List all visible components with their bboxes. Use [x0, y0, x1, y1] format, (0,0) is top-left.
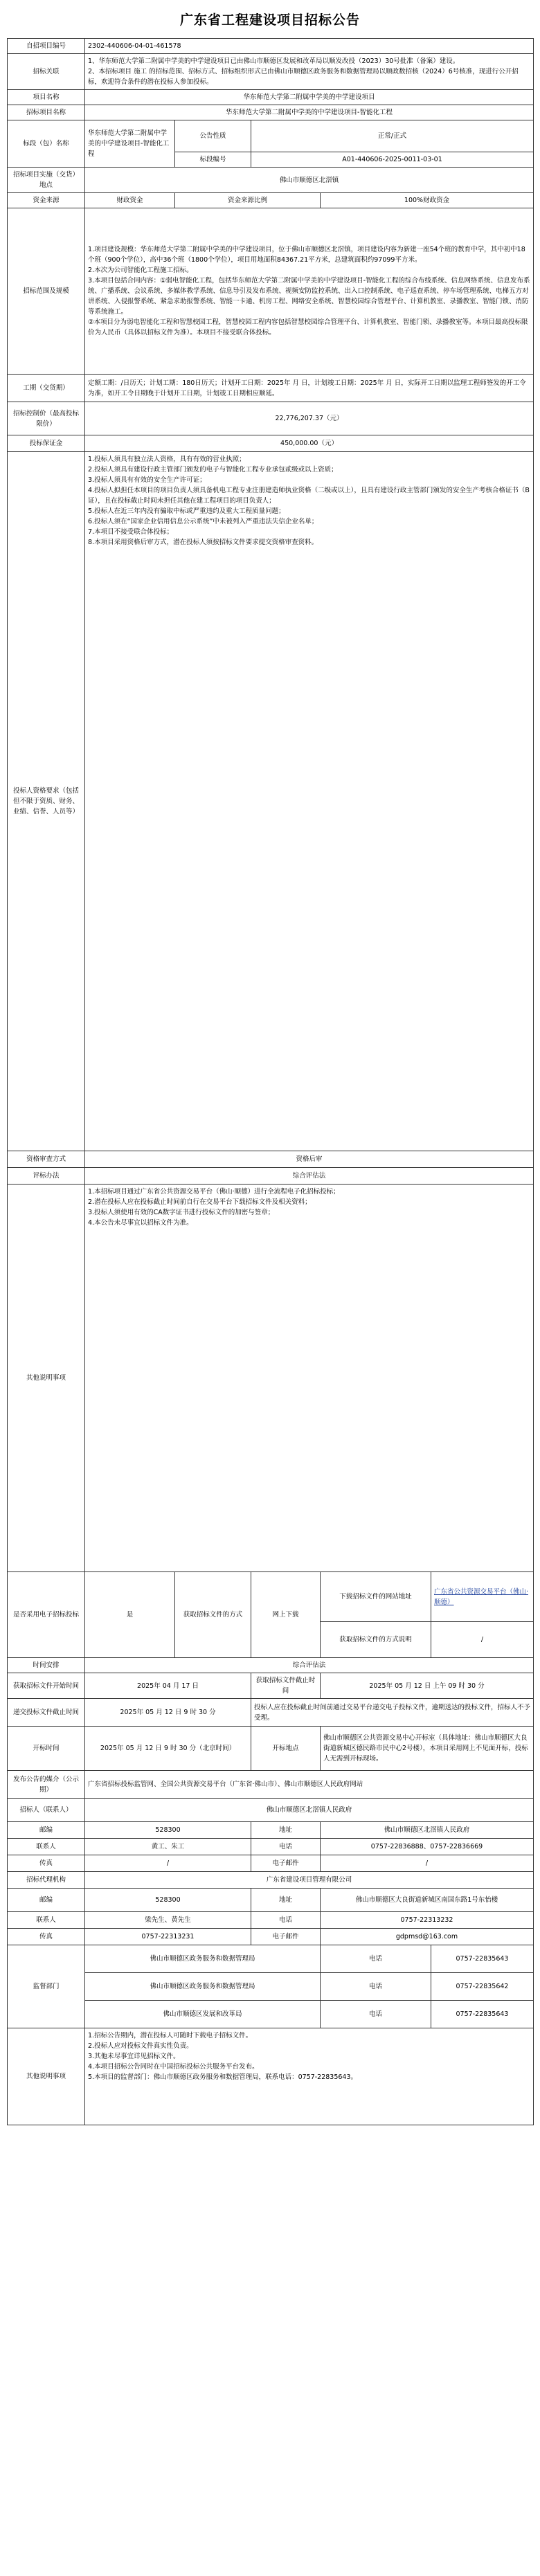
duration: 定额工期：/日历天；计划工期：180日历天；计划开工日期：2025年 月 日，计划竣工日期：2025年 月 日，实际开工日期以监理工程师签发的开工令为准，如开工令日期晚于计划开工日期，计划竣工日期相应顺延。 — [85, 375, 534, 402]
submit-note: 投标人应在投标截止时间前通过交易平台递交电子投标文件，逾期送达的投标文件，招标人不予受理。 — [251, 1699, 534, 1727]
media-label: 发布公告的媒介（公示期） — [8, 1771, 85, 1799]
dl-label: 下载招标文件的网站地址 — [321, 1572, 431, 1622]
time-title: 综合评估法 — [85, 1658, 534, 1673]
project-name-label: 项目名称 — [8, 90, 85, 105]
qual-text: 1.投标人须具有独立法人资格，具有有效的营业执照； 2.投标人须具有建设行政主管部门颁发的电子与智能化工程专业承包贰级或以上资质； 3.投标人须具有有效的安全生产许可证； 4.投标人拟担任本项目的项目负责人须具备机电工程专业注册建造师执业资格（二级或以上），且具有建设行政主管部门颁发的安全生产考核合格证书（B证），且在投标截止时间未担任其他在建工程项目的项目负责人； 5.投标人在近三年内没有骗取中标或严重违约及重大工程质量问题； 6.投标人须在“国家企业信用信息公示系统”中未被列入严重违法失信企业名单； 7.本项目不接受联合体投标； 8.本项目采用资格后审方式，潜在投标人须按招标文件要求提交资格审查资料。 — [85, 452, 534, 1151]
agency-fax: 0757-22313231 — [85, 1929, 251, 1945]
supervise-label: 监督部门 — [8, 1945, 85, 2028]
review: 资格后审 — [85, 1151, 534, 1168]
agency-fax-label: 传真 — [8, 1929, 85, 1945]
open-place: 佛山市顺德区公共资源交易中心开标室（具体地址：佛山市顺德区大良街道新城区德民路市民中心2号楼），本项目采用网上不见面开标，投标人无需到开标现场。 — [321, 1727, 534, 1771]
agency-postcode-label: 邮编 — [8, 1889, 85, 1912]
tenderer-fax: / — [85, 1855, 251, 1872]
fund-ratio: 100%财政资金 — [321, 193, 534, 208]
tenderer-contact-label: 联系人 — [8, 1839, 85, 1855]
budget-label: 招标控制价（最高投标限价） — [8, 402, 85, 435]
location-label: 招标项目实施（交货）地点 — [8, 168, 85, 193]
open-value: 2025年 05 月 12 日 9 时 30 分（北京时间） — [85, 1727, 251, 1771]
bulletin-type: 正常/正式 — [251, 120, 534, 152]
tender-name: 华东师范大学第二附属中学美的中学建设项目-智能化工程 — [85, 105, 534, 120]
budget: 22,776,207.37（元） — [85, 402, 534, 435]
submit-label: 递交投标文件截止时间 — [8, 1699, 85, 1727]
page-title: 广东省工程建设项目招标公告 — [179, 12, 360, 28]
section-name: 华东师范大学第二附属中学美的中学建设项目-智能化工程 — [85, 120, 175, 168]
section-label: 标段（包）名称 — [8, 120, 85, 168]
plan-cell — [85, 54, 534, 90]
scope-text-2: ②本项目分为弱电智能化工程和智慧校园工程，智慧校园工程内容包括智慧校园综合管理平台、计算机教室、智能门锁、录播教室等。本项目最高投标限价为人民币（具体以招标文件为准）。本项目不接受联合体投标。 — [88, 318, 528, 336]
dl-link[interactable]: 广东省公共资源交易平台（佛山·顺德） — [431, 1572, 534, 1622]
agency-contact-label: 联系人 — [8, 1912, 85, 1929]
scope-label: 招标范围及规模 — [8, 208, 85, 375]
supervise-2-tel-label: 电话 — [321, 1973, 431, 2001]
scope-text: 1.项目建设规模：华东师范大学第二附属中学美的中学建设项目，位于佛山市顺德区北滘镇，项目建设内容为新建一座54个班的教育中学，其中初中18个班（900个学位），高中36个班（1800个学位），项目用地面积84367.21平方米，总建筑面积约97099平方米。 2.本次为公司智能化工程施工招标。 3.本项目包括合同内容：①弱电智能化工程，包括华东师范大学第二附属中学美的中学建设项目-智能化工程的综合布线系统、信息网络系统、信息发布系统、广播系统、会议系统、多媒体教学系统、信息导引及发布系统、视频安防监控系统、出入口控制系统、电子巡查系统、停车场管理系统、电梯五方对讲系统、入侵报警系统、紧急求助报警系统、智能一卡通、机房工程、网络安全系统、智慧校园综合管理平台、计算机教室、录播教室、智能门锁、消防等系统施工。 — [88, 246, 530, 316]
tenderer-tel-label: 电话 — [251, 1839, 321, 1855]
plan-text-2: 2、本招标项目 施工 的招标范围、招标方式、招标组织形式已由佛山市顺德区政务服务和数据管理局以顺政数招核（2024）6号核准，现进行公开招标，欢迎符合条件的潜在投标人参加投标。 — [88, 68, 519, 86]
location: 佛山市顺德区北滘镇 — [85, 168, 534, 193]
supervise-2: 佛山市顺德区政务服务和数据管理局 — [85, 1973, 321, 2001]
review-label: 资格审查方式 — [8, 1151, 85, 1168]
open-place-label: 开标地点 — [251, 1727, 321, 1771]
agency-email: gdpmsd@163.com — [321, 1929, 534, 1945]
bulletin-table — [7, 38, 534, 2125]
agency-postcode: 528300 — [85, 1889, 251, 1912]
agency-addr-label: 地址 — [251, 1889, 321, 1912]
fund-label: 资金来源 — [8, 193, 85, 208]
tenderer-postcode-label: 邮编 — [8, 1822, 85, 1839]
get-method-label: 获取招标文件的方式 — [175, 1572, 251, 1658]
submit-value: 2025年 05 月 12 日 9 时 30 分 — [85, 1699, 251, 1727]
doc-fee-label: 获取招标文件的方式说明 — [321, 1622, 431, 1658]
method: 综合评估法 — [85, 1168, 534, 1185]
open-label: 开标时间 — [8, 1727, 85, 1771]
tenderer-addr-label: 地址 — [251, 1822, 321, 1839]
tender-name-label: 招标项目名称 — [8, 105, 85, 120]
ecert-label: 是否采用电子招标投标 — [8, 1572, 85, 1658]
plan-label: 招标关联 — [8, 54, 85, 90]
supervise-3-tel: 0757-22835643 — [431, 2001, 534, 2028]
tenderer-tel: 0757-22836888、0757-22836669 — [321, 1839, 534, 1855]
ecert: 是 — [85, 1572, 175, 1658]
time-label: 时间安排 — [8, 1658, 85, 1673]
bulletin-type-label: 公告性质 — [175, 120, 251, 152]
section-code-label: 标段编号 — [175, 152, 251, 168]
tenderer: 佛山市顺德区北滘镇人民政府 — [85, 1799, 534, 1822]
supervise-1-tel-label: 电话 — [321, 1945, 431, 1973]
other-text: 1.本招标项目通过广东省公共资源交易平台（佛山·顺德）进行全流程电子化招标投标； 2.潜在投标人应在投标截止时间前自行在交易平台下载招标文件及相关资料； 3.投标人须使用有效的CA数字证书进行投标文件的加密与签章； 4.本公告未尽事宜以招标文件为准。 — [85, 1185, 534, 1572]
project-code-label: 自招项目编号 — [8, 39, 85, 54]
other-label: 其他说明事项 — [8, 1185, 85, 1572]
supervise-1-tel: 0757-22835643 — [431, 1945, 534, 1973]
fund-value: 财政资金 — [85, 193, 175, 208]
tenderer-postcode: 528300 — [85, 1822, 251, 1839]
agency-label: 招标代理机构 — [8, 1872, 85, 1889]
tenderer-contact: 黄工、朱工 — [85, 1839, 251, 1855]
tenderer-fax-label: 传真 — [8, 1855, 85, 1872]
supervise-3: 佛山市顺德区发展和改革局 — [85, 2001, 321, 2028]
deposit: 450,000.00（元） — [85, 435, 534, 452]
other2-text: 1.招标公告期内，潜在投标人可随时下载电子招标文件。 2.投标人应对投标文件真实性负责。 3.其他未尽事宜详见招标文件。 4.本项目招标公告同时在中国招标投标公共服务平台发布。 5.本项目的监督部门：佛山市顺德区政务服务和数据管理局，联系电话：0757-22835643。 — [85, 2028, 534, 2125]
project-name: 华东师范大学第二附属中学美的中学建设项目 — [85, 90, 534, 105]
agency-email-label: 电子邮件 — [251, 1929, 321, 1945]
tenderer-label: 招标人（联系人） — [8, 1799, 85, 1822]
media: 广东省招标投标监管网、全国公共资源交易平台（广东省·佛山市）、佛山市顺德区人民政府网站 — [85, 1771, 534, 1799]
agency-tel: 0757-22313232 — [321, 1912, 534, 1929]
qual-label: 投标人资格要求（包括但不限于资质、财务、业绩、信誉、人员等） — [8, 452, 85, 1151]
supervise-3-tel-label: 电话 — [321, 2001, 431, 2028]
agency-addr: 佛山市顺德区大良街道新城区南国东路1号东怡楼 — [321, 1889, 534, 1912]
get-method: 网上下载 — [251, 1572, 321, 1658]
fund-ratio-label: 资金来源比例 — [175, 193, 321, 208]
plan-text: 1、华东师范大学第二附属中学美的中学建设项目已由佛山市顺德区发展和改革局以顺发改投（2023）30号批准（备案）建设。 — [88, 57, 460, 65]
method-label: 评标办法 — [8, 1168, 85, 1185]
end-label: 获取招标文件截止时间 — [251, 1673, 321, 1699]
start-value: 2025年 04 月 17 日 — [85, 1673, 251, 1699]
agency-tel-label: 电话 — [251, 1912, 321, 1929]
duration-label: 工期（交货期） — [8, 375, 85, 402]
deposit-label: 投标保证金 — [8, 435, 85, 452]
end-value: 2025年 05 月 12 日 上午 09 时 30 分 — [321, 1673, 534, 1699]
agency: 广东省建设项目管理有限公司 — [85, 1872, 534, 1889]
doc-fee: / — [431, 1622, 534, 1658]
scope-cell — [85, 208, 534, 375]
section-code: A01-440606-2025-0011-03-01 — [251, 152, 534, 168]
project-code: 2302-440606-04-01-461578 — [85, 39, 534, 54]
start-label: 获取招标文件开始时间 — [8, 1673, 85, 1699]
supervise-1: 佛山市顺德区政务服务和数据管理局 — [85, 1945, 321, 1973]
tenderer-addr: 佛山市顺德区北滘镇人民政府 — [321, 1822, 534, 1839]
agency-contact: 梁先生、黄先生 — [85, 1912, 251, 1929]
tenderer-email: / — [321, 1855, 534, 1872]
supervise-2-tel: 0757-22835642 — [431, 1973, 534, 2001]
other2-label: 其他说明事项 — [8, 2028, 85, 2125]
tenderer-email-label: 电子邮件 — [251, 1855, 321, 1872]
